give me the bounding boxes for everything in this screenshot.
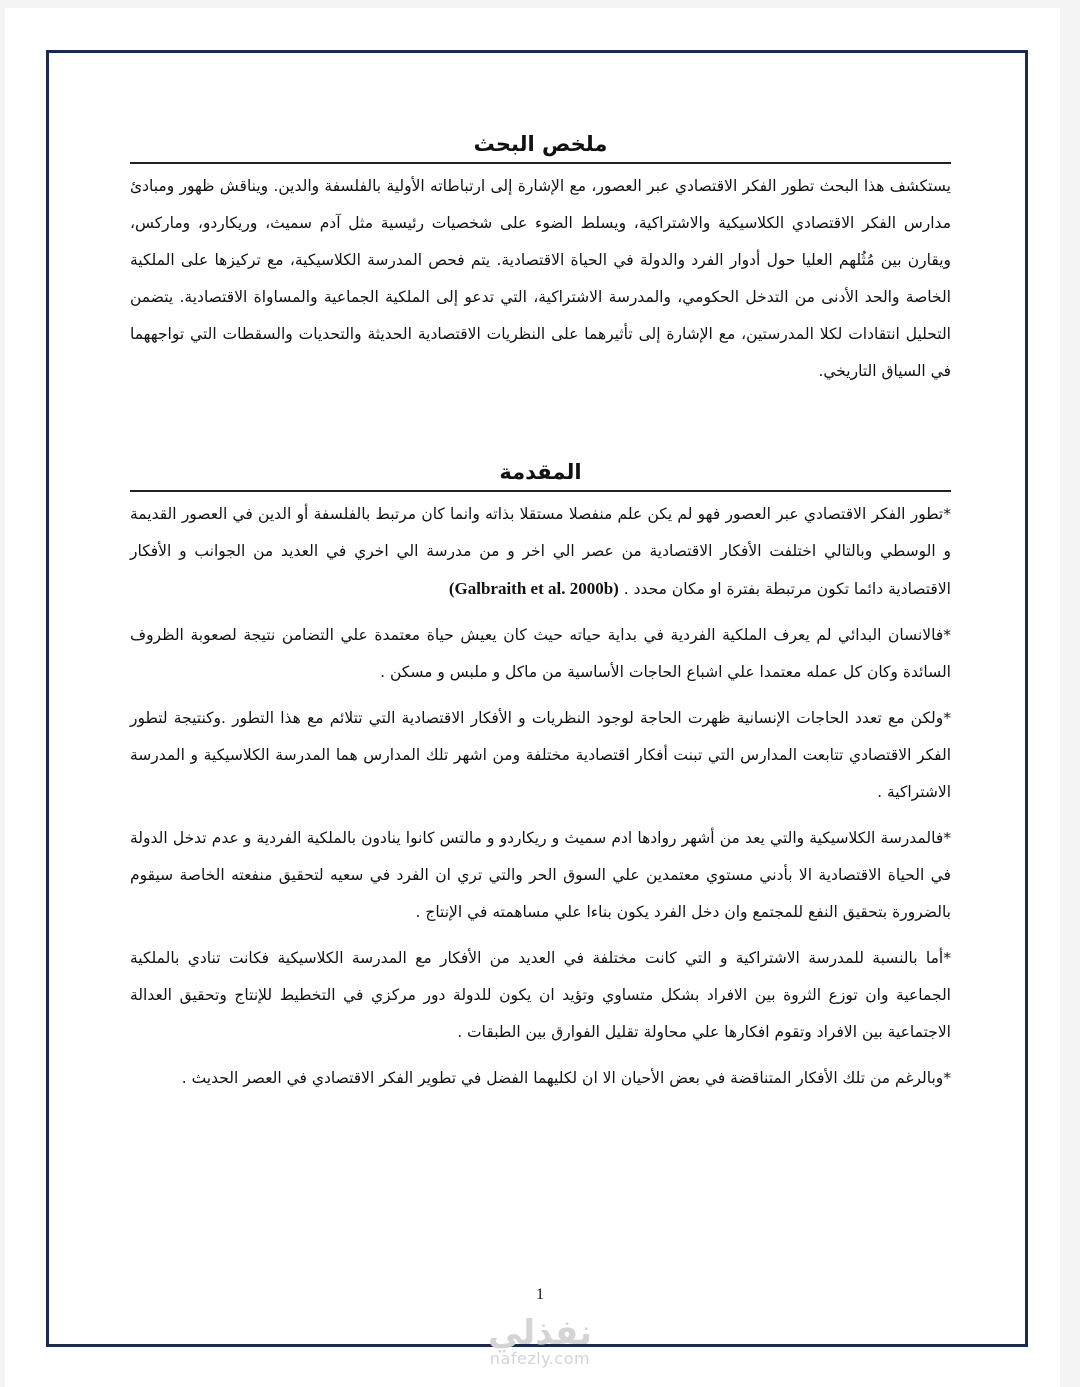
- introduction-title-rule: [130, 490, 951, 492]
- abstract-title-rule: [130, 162, 951, 164]
- intro-paragraph-3: *ولكن مع تعدد الحاجات الإنسانية ظهرت الحاجة لوجود النظريات و الأفكار الاقتصادية التي تتلائم مع هذا التطور .وكنتيجة لتطور الفكر الاقتصادي تتابعت المدارس التي تبنت أفكار اقتصادية مختلفة ومن اشهر تلك المدارس هما المدرسة الكلاسيكية و المدرسة الاشتراكية .: [130, 709, 951, 801]
- intro-paragraph-1: [130, 496, 951, 608]
- watermark-url: nafezly.com: [489, 1349, 591, 1368]
- introduction-section: [130, 460, 951, 1106]
- intro-paragraph-2: *فالانسان البدائي لم يعرف الملكية الفردية في بداية حياته حيث كان يعيش حياة معتمدة علي التضامن نتيجة لصعوبة الظروف السائدة وكان كل عمله معتمدا علي اشباع الحاجات الأساسية من ماكل و ملبس و مسكن .: [130, 626, 951, 681]
- abstract-title: ملخص البحث: [473, 132, 608, 156]
- abstract-paragraph: يستكشف هذا البحث تطور الفكر الاقتصادي عبر العصور، مع الإشارة إلى ارتباطاته الأولية بالفلسفة والدين. ويناقش ظهور ومبادئ مدارس الفكر الاقتصادي الكلاسيكية والاشتراكية، ويسلط الضوء على شخصيات رئيسية مثل آدم سميث، وريكاردو، وماركس، ويقارن بين مُثُلهم العليا حول أدوار الفرد والدولة في الحياة الاقتصادية. يتم فحص المدرسة الكلاسيكية، مع تركيزها على الملكية الخاصة والحد الأدنى من التدخل الحكومي، والمدرسة الاشتراكية، التي تدعو إلى الملكية الجماعية والمساواة الاقتصادية. يتضمن التحليل انتقادات لكلا المدرستين، مع الإشارة إلى تأثيرهما على النظريات الاقتصادية الحديثة والتحديات والسقطات التي تواجههما في السياق التاريخي.: [130, 177, 951, 380]
- citation: (Galbraith et al. 2000b): [448, 579, 619, 598]
- abstract-section: [130, 132, 951, 390]
- watermark-arabic: نفذلي: [487, 1313, 593, 1353]
- intro-paragraph-5: *أما بالنسبة للمدرسة الاشتراكية و التي كانت مختلفة في العديد من الأفكار مع المدرسة الكلاسيكية فكانت تنادي بالملكية الجماعية وان توزع الثروة بين الافراد بشكل متساوي وتؤيد ان يكون للدولة دور مركزي في التخطيط للإنتاج وتحقيق العدالة الاجتماعية بين الافراد وتقوم افكارها علي محاولة تقليل الفوارق بين الطبقات .: [130, 949, 951, 1041]
- introduction-title: المقدمة: [499, 460, 582, 484]
- intro-paragraph-4: *فالمدرسة الكلاسيكية والتي يعد من أشهر روادها ادم سميث و ريكاردو و مالتس كانوا ينادون بالملكية الفردية و عدم تدخل الدولة في الحياة الاقتصادية الا بأدني مستوي معتمدين علي السوق الحر والتي تري ان الفرد في سعيه لتحقيق منفعته الخاصة سيقوم بالضرورة بتحقيق النفع للمجتمع وان دخل الفرد يكون بناءا علي مساهمته في الإنتاج .: [130, 829, 951, 921]
- intro-paragraph-6: *وبالرغم من تلك الأفكار المتناقضة في بعض الأحيان الا ان لكليهما الفضل في تطوير الفكر الاقتصادي في العصر الحديث .: [181, 1069, 951, 1087]
- intro-paragraph-1-text: *تطور الفكر الاقتصادي عبر العصور فهو لم يكن علم منفصلا مستقلا بذاته وانما كان مرتبط بالفلسفة أو الدين في العصور القديمة و الوسطي وبالتالي اختلفت الأفكار الاقتصادية من عصر الي اخر و من مدرسة الي اخري في العديد من الجوانب و الأفكار الاقتصادية دائما تكون مرتبطة بفترة او مكان محدد .: [130, 505, 951, 598]
- page-number: 1: [536, 1286, 544, 1303]
